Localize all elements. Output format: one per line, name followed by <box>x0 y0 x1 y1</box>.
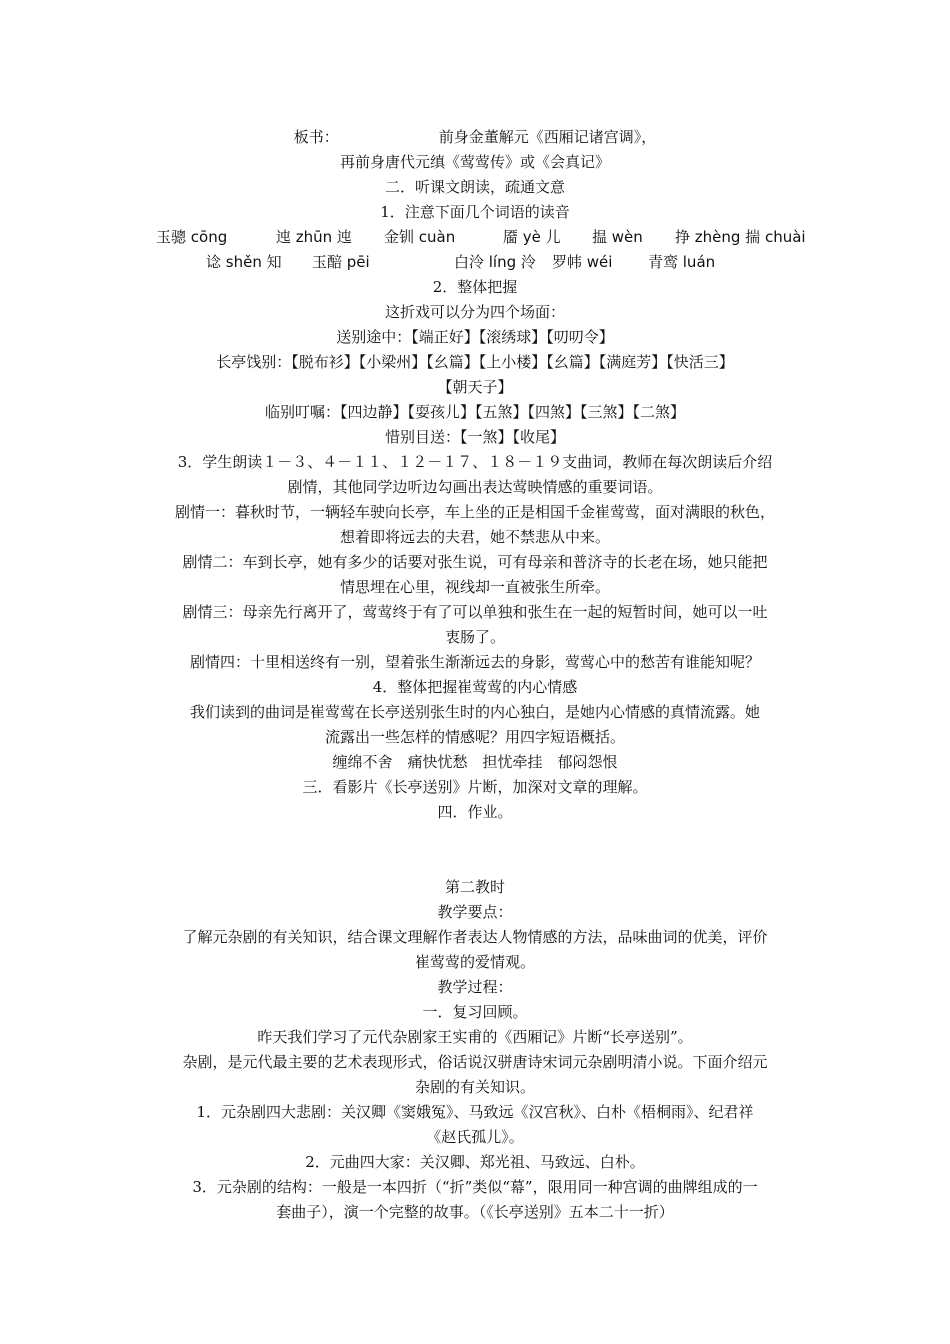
text-line: 昨天我们学习了元代杂剧家王实甫的《西厢记》片断“长亭送别”。 <box>257 1028 693 1046</box>
text-line: 教学过程： <box>437 978 513 996</box>
subsection-heading: 1．注意下面几个词语的读音 <box>380 203 570 221</box>
text-line: 了解元杂剧的有关知识，结合课文理解作者表达人物情感的方法，品味曲词的优美，评价 <box>182 928 768 946</box>
pronunciation-item: 迍 zhūn 迍 <box>276 228 352 246</box>
subsection-heading: 4．整体把握崔莺莺的内心情感 <box>372 678 578 696</box>
text-line: 《赵氏孤儿》。 <box>426 1128 524 1146</box>
section-heading: 四．作业。 <box>437 803 513 821</box>
text-line: 3．元杂剧的结构：一般是一本四折（“折”类似“幕”，限用同一种宫调的曲牌组成的一 <box>192 1178 758 1196</box>
scene-line: 【朝天子】 <box>437 378 513 396</box>
section-heading: 二．听课文朗读，疏通文意 <box>384 178 565 196</box>
lesson-title: 第二教时 <box>444 878 505 896</box>
text-line: 杂剧的有关知识。 <box>414 1078 535 1096</box>
text-line: 1．元杂剧四大悲剧：关汉卿《窦娥冤》、马致远《汉宫秋》、白朴《梧桐雨》、纪君祥 <box>196 1103 754 1121</box>
plot-line: 剧情四：十里相送终有一别，望着张生渐渐远去的身影，莺莺心中的愁苦有谁能知呢？ <box>189 653 760 671</box>
plot-line: 衷肠了。 <box>444 628 505 646</box>
pronunciation-item: 金钏 cuàn <box>384 228 456 246</box>
plot-line: 想着即将远去的夫君，她不禁悲从中来。 <box>339 528 610 546</box>
plot-line: 剧情三：母亲先行离开了，莺莺终于有了可以单独和张生在一起的短暂时间，她可以一吐 <box>182 603 768 621</box>
text-line: 我们读到的曲词是崔莺莺在长亭送别张生时的内心独白，是她内心情感的真情流露。她 <box>189 703 760 721</box>
text-line: 崔莺莺的爱情观。 <box>414 953 535 971</box>
pronunciation-item: 罗帏 wéi <box>552 253 613 271</box>
subsection-heading: 2．整体把握 <box>432 278 518 296</box>
pronunciation-row <box>130 226 820 248</box>
text-line: 套曲子），演一个完整的故事。（《长亭送别》五本二十一折） <box>276 1203 674 1221</box>
pronunciation-item: 青鸾 luán <box>648 253 716 271</box>
pronunciation-item: 揾 wèn <box>592 228 643 246</box>
text-line: 流露出一些怎样的情感呢？用四字短语概括。 <box>324 728 625 746</box>
plot-line: 剧情二：车到长亭，她有多少的话要对张生说，可有母亲和普济寺的长老在场，她只能把 <box>182 553 768 571</box>
scene-line: 长亭饯别：【脱布衫】【小梁州】【幺篇】【上小楼】【幺篇】【满庭芳】【快活三】 <box>216 353 734 371</box>
text-line: 剧情，其他同学边听边勾画出表达莺映情感的重要词语。 <box>287 478 663 496</box>
section-heading: 三．看影片《长亭送别》片断，加深对文章的理解。 <box>302 778 648 796</box>
text-line: 杂剧，是元代最主要的艺术表现形式，俗话说汉骈唐诗宋词元杂剧明清小说。下面介绍元 <box>182 1053 768 1071</box>
scene-line: 惜别目送：【一煞】【收尾】 <box>384 428 565 446</box>
scene-line: 送别途中：【端正好】【滚绣球】【叨叨令】 <box>336 328 614 346</box>
pronunciation-item: 白泠 líng 泠 <box>454 253 536 271</box>
pronunciation-row <box>130 251 820 273</box>
plot-line: 情思埋在心里，视线却一直被张生所牵。 <box>339 578 610 596</box>
pronunciation-item: 靥 yè 儿 <box>503 228 561 246</box>
text-line: 教学要点： <box>437 903 513 921</box>
text-line: 缠绵不舍 痛快忧愁 担忧牵挂 郁闷怨恨 <box>332 753 618 771</box>
text-line: 再前身唐代元缜《莺莺传》或《会真记》 <box>339 153 610 171</box>
board-label: 板书： <box>293 128 339 146</box>
text-line: 2．元曲四大家：关汉卿、郑光祖、马致远、白朴。 <box>305 1153 645 1171</box>
section-heading: 一．复习回顾。 <box>422 1003 528 1021</box>
pronunciation-item: 玉骢 cōng <box>156 228 228 246</box>
board-text: 前身金董解元《西厢记诸宫调》， <box>438 128 657 146</box>
text-line: 3．学生朗读１－３、４－１１、１２－１７、１８－１９支曲词，教师在每次朗读后介绍 <box>177 453 773 471</box>
text-line: 这折戏可以分为四个场面： <box>384 303 565 321</box>
plot-line: 剧情一：暮秋时节，一辆轻车驶向长亭，车上坐的正是相国千金崔莺莺，面对满眼的秋色， <box>174 503 775 521</box>
pronunciation-item: 玉醅 pēi <box>312 253 370 271</box>
pronunciation-item: 挣 zhèng 揣 chuài <box>675 228 806 246</box>
pronunciation-item: 谂 shěn 知 <box>206 253 282 271</box>
scene-line: 临别叮嘱：【四边静】【耍孩儿】【五煞】【四煞】【三煞】【二煞】 <box>264 403 685 421</box>
board-line <box>130 126 820 148</box>
